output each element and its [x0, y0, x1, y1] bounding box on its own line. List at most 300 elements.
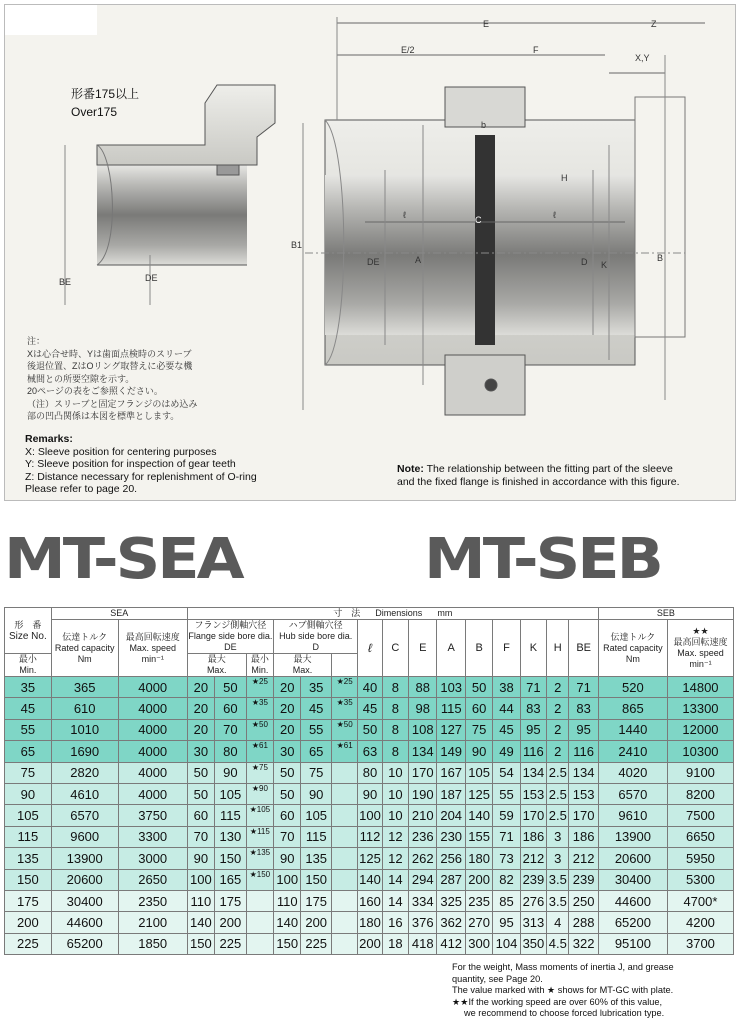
cell-f: 73: [493, 848, 520, 869]
coupling-drawing: [5, 5, 735, 500]
header-min-en: Min.: [251, 665, 269, 675]
cell-seb-speed: 10300: [667, 741, 733, 762]
cell-speed: 4000: [118, 741, 187, 762]
header-seb-speed-en: Max. speed: [677, 648, 724, 658]
cell-e: 418: [409, 933, 437, 954]
note-jp-line: 械間との所要空隙を示す。: [27, 373, 135, 384]
header-torque-unit: Nm: [77, 653, 92, 664]
cell-d-min: 30: [274, 741, 301, 762]
header-min-jp: 最小: [18, 654, 37, 664]
header-flange-sym: DE: [224, 642, 237, 652]
cell-c: 16: [382, 912, 408, 933]
cell-size: 90: [5, 783, 52, 804]
header-dims-en: Dimensions: [375, 608, 423, 618]
cell-torque: 1010: [51, 719, 118, 740]
cell-de-max: 165: [215, 869, 247, 890]
cell-de-star: [246, 912, 273, 933]
cell-de-min: 50: [187, 762, 214, 783]
cell-speed: 2100: [118, 912, 187, 933]
cell-d-min: 20: [274, 698, 301, 719]
title-mt-seb: MT-SEB: [424, 526, 661, 592]
cell-b: 270: [465, 912, 492, 933]
cell-k: 186: [520, 826, 546, 847]
cell-size: 150: [5, 869, 52, 890]
cell-d-min: 60: [274, 805, 301, 826]
cell-c: 14: [382, 869, 408, 890]
cell-de-star: ★90: [246, 783, 273, 804]
cell-size: 115: [5, 826, 52, 847]
cell-be: 134: [569, 762, 598, 783]
dim-K: K: [601, 260, 608, 270]
cell-de-star: ★75: [246, 762, 273, 783]
table-row: [5, 890, 734, 911]
header-seb-torque-jp: 伝達トルク: [610, 631, 656, 642]
cell-be: 322: [569, 933, 598, 954]
cell-k: 71: [520, 677, 546, 698]
header-hub-sym: D: [312, 642, 319, 652]
cell-l: 180: [358, 912, 382, 933]
cell-f: 71: [493, 826, 520, 847]
header-sea: SEA: [51, 608, 187, 620]
table-row: [5, 869, 734, 890]
cell-de-max: 115: [215, 805, 247, 826]
cell-speed: 2350: [118, 890, 187, 911]
cell-k: 313: [520, 912, 546, 933]
cell-k: 134: [520, 762, 546, 783]
cell-size: 135: [5, 848, 52, 869]
remarks: [25, 433, 325, 496]
cell-seb-speed: 7500: [667, 805, 733, 826]
header-speed-en: Max. speed: [129, 642, 176, 653]
cell-a: 103: [437, 677, 465, 698]
header-A: A: [437, 620, 465, 677]
table-row: [5, 741, 734, 762]
cell-d-min: 20: [274, 677, 301, 698]
dim-B: B: [657, 253, 664, 263]
cell-h: 3: [547, 848, 569, 869]
cell-c: 12: [382, 848, 408, 869]
cell-b: 140: [465, 805, 492, 826]
table-row: [5, 698, 734, 719]
cell-d-min: 140: [274, 912, 301, 933]
cell-c: 10: [382, 762, 408, 783]
notes-jp: [27, 335, 297, 423]
spec-table-body: [5, 677, 734, 955]
note-jp-line: （注）スリーブと固定フランジのはめ込み: [27, 398, 198, 409]
cell-e: 170: [409, 762, 437, 783]
cell-h: 2: [547, 719, 569, 740]
table-row: [5, 719, 734, 740]
footer-notes: [452, 962, 736, 1020]
cell-size: 45: [5, 698, 52, 719]
footer-line: ★★If the working speed are over 60% of this value,: [452, 996, 663, 1007]
header-seb-speed-mark: ★★: [692, 626, 709, 636]
cell-be: 153: [569, 783, 598, 804]
cell-a: 256: [437, 848, 465, 869]
cell-e: 334: [409, 890, 437, 911]
cell-a: 412: [437, 933, 465, 954]
cell-be: 83: [569, 698, 598, 719]
remarks-title: Remarks:: [25, 433, 73, 445]
header-torque-en: Rated capacity: [54, 642, 115, 653]
cell-seb-torque: 865: [598, 698, 667, 719]
header-flange-jp: フランジ側軸穴径: [194, 620, 267, 630]
cell-b: 125: [465, 783, 492, 804]
cell-h: 2.5: [547, 762, 569, 783]
cell-k: 212: [520, 848, 546, 869]
header-de-max: [187, 654, 246, 677]
note-jp-line: 20ページの表をご参照ください。: [27, 386, 163, 396]
dim-B1: B1: [291, 240, 303, 250]
cell-d-star: [331, 890, 357, 911]
header-torque: [51, 620, 118, 677]
cell-b: 200: [465, 869, 492, 890]
header-hub-en: Hub side bore dia.: [279, 631, 353, 641]
cell-de-max: 175: [215, 890, 247, 911]
footer-line: For the weight, Mass moments of inertia J, and grease: [452, 962, 674, 972]
cell-seb-torque: 44600: [598, 890, 667, 911]
cell-seb-speed: 6650: [667, 826, 733, 847]
cell-b: 155: [465, 826, 492, 847]
cell-size: 75: [5, 762, 52, 783]
cell-torque: 65200: [51, 933, 118, 954]
cell-d-max: 75: [301, 762, 331, 783]
header-speed: [118, 620, 187, 677]
cell-a: 325: [437, 890, 465, 911]
cell-d-max: 105: [301, 805, 331, 826]
cell-de-min: 60: [187, 805, 214, 826]
cell-speed: 4000: [118, 719, 187, 740]
header-hub: [274, 620, 358, 654]
cell-d-max: 65: [301, 741, 331, 762]
header-flange: [187, 620, 273, 654]
cell-h: 2: [547, 677, 569, 698]
cell-speed: 4000: [118, 762, 187, 783]
cell-be: 288: [569, 912, 598, 933]
cell-d-min: 20: [274, 719, 301, 740]
cell-c: 18: [382, 933, 408, 954]
cell-be: 71: [569, 677, 598, 698]
cell-d-star: [331, 912, 357, 933]
cell-b: 105: [465, 762, 492, 783]
dim-XY: X,Y: [635, 53, 650, 63]
header-K: K: [520, 620, 546, 677]
note-text: The relationship between the fitting part of the sleeve and the fixed flange is finished in accordance with this figure.: [397, 463, 680, 488]
cell-h: 3.5: [547, 890, 569, 911]
cell-be: 186: [569, 826, 598, 847]
cell-speed: 3000: [118, 848, 187, 869]
cell-de-min: 90: [187, 848, 214, 869]
dim-l-right: ℓ: [553, 210, 556, 220]
cell-d-star: [331, 805, 357, 826]
cell-d-min: 90: [274, 848, 301, 869]
cell-seb-torque: 20600: [598, 848, 667, 869]
cell-torque: 2820: [51, 762, 118, 783]
dim-E: E: [483, 19, 490, 29]
cell-seb-speed: 13300: [667, 698, 733, 719]
cell-seb-speed: 4200: [667, 912, 733, 933]
cell-de-star: ★115: [246, 826, 273, 847]
cell-de-star: [246, 933, 273, 954]
cell-c: 10: [382, 783, 408, 804]
header-BE: BE: [569, 620, 598, 677]
cell-torque: 4610: [51, 783, 118, 804]
cell-de-max: 70: [215, 719, 247, 740]
cell-b: 50: [465, 677, 492, 698]
remark-line: Z: Distance necessary for replenishment of O-ring: [25, 470, 257, 483]
cell-b: 90: [465, 741, 492, 762]
cell-de-max: 200: [215, 912, 247, 933]
cell-d-max: 55: [301, 719, 331, 740]
cell-b: 300: [465, 933, 492, 954]
cell-be: 212: [569, 848, 598, 869]
header-dims-jp: 寸 法: [333, 608, 361, 618]
cell-d-min: 50: [274, 762, 301, 783]
footer-line: quantity, see Page 20.: [452, 973, 543, 984]
cell-h: 4.5: [547, 933, 569, 954]
cell-l: 125: [358, 848, 382, 869]
cell-e: 98: [409, 698, 437, 719]
header-min-jp: 最小: [250, 654, 269, 664]
cell-size: 225: [5, 933, 52, 954]
header-mm: mm: [437, 608, 453, 618]
header-seb-torque: [598, 620, 667, 677]
cell-l: 50: [358, 719, 382, 740]
cell-l: 40: [358, 677, 382, 698]
cell-d-max: 90: [301, 783, 331, 804]
cell-size: 105: [5, 805, 52, 826]
cell-d-max: 35: [301, 677, 331, 698]
spec-table: [4, 607, 734, 955]
header-seb-speed-jp: 最高回転速度: [673, 637, 728, 647]
cell-speed: 3300: [118, 826, 187, 847]
cell-de-star: [246, 890, 273, 911]
cell-seb-torque: 9610: [598, 805, 667, 826]
cell-d-star: [331, 783, 357, 804]
cell-de-max: 80: [215, 741, 247, 762]
cell-d-max: 115: [301, 826, 331, 847]
header-min-en: Min.: [19, 665, 37, 675]
cell-d-star: ★50: [331, 719, 357, 740]
cell-d-max: 175: [301, 890, 331, 911]
cell-de-min: 100: [187, 869, 214, 890]
cell-k: 116: [520, 741, 546, 762]
header-E: E: [409, 620, 437, 677]
cell-f: 49: [493, 741, 520, 762]
dim-C: C: [475, 215, 482, 225]
cell-a: 149: [437, 741, 465, 762]
header-seb-speed-unit: min⁻¹: [689, 659, 712, 669]
cell-de-max: 130: [215, 826, 247, 847]
cell-speed: 4000: [118, 677, 187, 698]
cell-de-max: 105: [215, 783, 247, 804]
dim-DE-right: DE: [367, 257, 380, 267]
note-jp-line: 部の凹凸関係は本図を標準とします。: [27, 411, 180, 421]
cell-c: 12: [382, 826, 408, 847]
cell-d-star: [331, 762, 357, 783]
cell-k: 276: [520, 890, 546, 911]
cell-seb-speed: 14800: [667, 677, 733, 698]
cell-b: 60: [465, 698, 492, 719]
cell-d-max: 45: [301, 698, 331, 719]
cell-de-min: 50: [187, 783, 214, 804]
dim-E2: E/2: [401, 45, 415, 55]
cell-seb-speed: 4700*: [667, 890, 733, 911]
table-row: [5, 912, 734, 933]
dim-A: A: [415, 255, 422, 265]
table-row: [5, 762, 734, 783]
cell-e: 376: [409, 912, 437, 933]
cell-a: 115: [437, 698, 465, 719]
dim-l-left: ℓ: [403, 210, 406, 220]
cell-e: 134: [409, 741, 437, 762]
cell-d-star: ★35: [331, 698, 357, 719]
cell-d-min: 100: [274, 869, 301, 890]
cell-c: 8: [382, 677, 408, 698]
cell-l: 100: [358, 805, 382, 826]
cell-l: 80: [358, 762, 382, 783]
cell-l: 63: [358, 741, 382, 762]
cell-torque: 1690: [51, 741, 118, 762]
cell-d-star: [331, 848, 357, 869]
size-label-jp: 形番175以上: [71, 87, 140, 101]
note-jp-line: 後退位置、ZはOリング取替えに必要な機: [27, 361, 193, 371]
dim-BE: BE: [59, 277, 72, 287]
cell-f: 95: [493, 912, 520, 933]
cell-e: 262: [409, 848, 437, 869]
table-row: [5, 783, 734, 804]
cell-de-min: 20: [187, 677, 214, 698]
cell-speed: 2650: [118, 869, 187, 890]
cell-de-star: ★50: [246, 719, 273, 740]
cell-l: 90: [358, 783, 382, 804]
header-F: F: [493, 620, 520, 677]
header-seb-torque-en: Rated capacity: [603, 642, 663, 653]
cell-e: 108: [409, 719, 437, 740]
cell-de-star: ★35: [246, 698, 273, 719]
note-label: Note:: [397, 463, 424, 475]
cell-seb-torque: 520: [598, 677, 667, 698]
header-hub-jp: ハブ側軸穴径: [288, 620, 343, 630]
header-dimensions: [187, 608, 598, 620]
cell-f: 104: [493, 933, 520, 954]
header-size: [5, 608, 52, 654]
cell-de-max: 90: [215, 762, 247, 783]
dim-b: b: [481, 120, 487, 130]
cell-torque: 6570: [51, 805, 118, 826]
cell-seb-torque: 1440: [598, 719, 667, 740]
cell-seb-torque: 65200: [598, 912, 667, 933]
cell-seb-torque: 13900: [598, 826, 667, 847]
cell-a: 167: [437, 762, 465, 783]
cell-speed: 3750: [118, 805, 187, 826]
header-d-min: [246, 654, 273, 677]
cell-h: 4: [547, 912, 569, 933]
cell-c: 8: [382, 741, 408, 762]
cell-f: 85: [493, 890, 520, 911]
cell-h: 2: [547, 741, 569, 762]
cell-a: 230: [437, 826, 465, 847]
header-d-max: [274, 654, 332, 677]
cell-d-min: 150: [274, 933, 301, 954]
cell-h: 3: [547, 826, 569, 847]
cell-seb-speed: 3700: [667, 933, 733, 954]
cell-seb-speed: 5950: [667, 848, 733, 869]
dim-F: F: [533, 45, 539, 55]
remark-line: Y: Sleeve position for inspection of gear teeth: [25, 458, 236, 470]
cell-f: 44: [493, 698, 520, 719]
header-speed-jp: 最高回転速度: [125, 631, 180, 642]
cell-k: 350: [520, 933, 546, 954]
cell-de-max: 50: [215, 677, 247, 698]
cell-l: 140: [358, 869, 382, 890]
cell-d-min: 70: [274, 826, 301, 847]
title-mt-sea: MT-SEA: [4, 526, 242, 592]
dim-Z: Z: [651, 19, 657, 29]
cell-e: 190: [409, 783, 437, 804]
cell-a: 127: [437, 719, 465, 740]
cell-d-min: 110: [274, 890, 301, 911]
cell-de-min: 140: [187, 912, 214, 933]
cell-seb-torque: 95100: [598, 933, 667, 954]
cell-de-min: 70: [187, 826, 214, 847]
cell-d-max: 150: [301, 869, 331, 890]
cell-d-min: 50: [274, 783, 301, 804]
cell-de-max: 150: [215, 848, 247, 869]
header-flange-en: Flange side bore dia.: [188, 631, 273, 641]
cell-d-max: 200: [301, 912, 331, 933]
cell-speed: 4000: [118, 698, 187, 719]
cell-c: 8: [382, 698, 408, 719]
table-row: [5, 848, 734, 869]
cell-seb-torque: 2410: [598, 741, 667, 762]
cell-b: 75: [465, 719, 492, 740]
cell-h: 2.5: [547, 783, 569, 804]
cell-de-max: 225: [215, 933, 247, 954]
cell-a: 362: [437, 912, 465, 933]
fitting-note: [397, 463, 687, 488]
cell-de-star: ★105: [246, 805, 273, 826]
cell-be: 170: [569, 805, 598, 826]
cell-d-max: 225: [301, 933, 331, 954]
cell-size: 65: [5, 741, 52, 762]
cell-seb-torque: 6570: [598, 783, 667, 804]
cell-be: 116: [569, 741, 598, 762]
cell-size: 175: [5, 890, 52, 911]
cell-c: 14: [382, 890, 408, 911]
cell-seb-speed: 5300: [667, 869, 733, 890]
header-l: ℓ: [358, 620, 382, 677]
cell-de-min: 150: [187, 933, 214, 954]
cell-de-star: ★25: [246, 677, 273, 698]
cell-torque: 610: [51, 698, 118, 719]
cell-be: 95: [569, 719, 598, 740]
cell-d-max: 135: [301, 848, 331, 869]
cell-h: 3.5: [547, 869, 569, 890]
table-row: [5, 805, 734, 826]
cell-size: 200: [5, 912, 52, 933]
cell-torque: 44600: [51, 912, 118, 933]
cell-seb-speed: 9100: [667, 762, 733, 783]
cell-de-max: 60: [215, 698, 247, 719]
main-detail: [303, 17, 705, 415]
note-jp-line: Xは心合せ時、Yは歯面点検時のスリーブ: [27, 348, 192, 359]
cell-k: 83: [520, 698, 546, 719]
header-de-min: [5, 654, 52, 677]
header-size-jp: 形 番: [14, 619, 42, 630]
cell-be: 239: [569, 869, 598, 890]
header-C: C: [382, 620, 408, 677]
